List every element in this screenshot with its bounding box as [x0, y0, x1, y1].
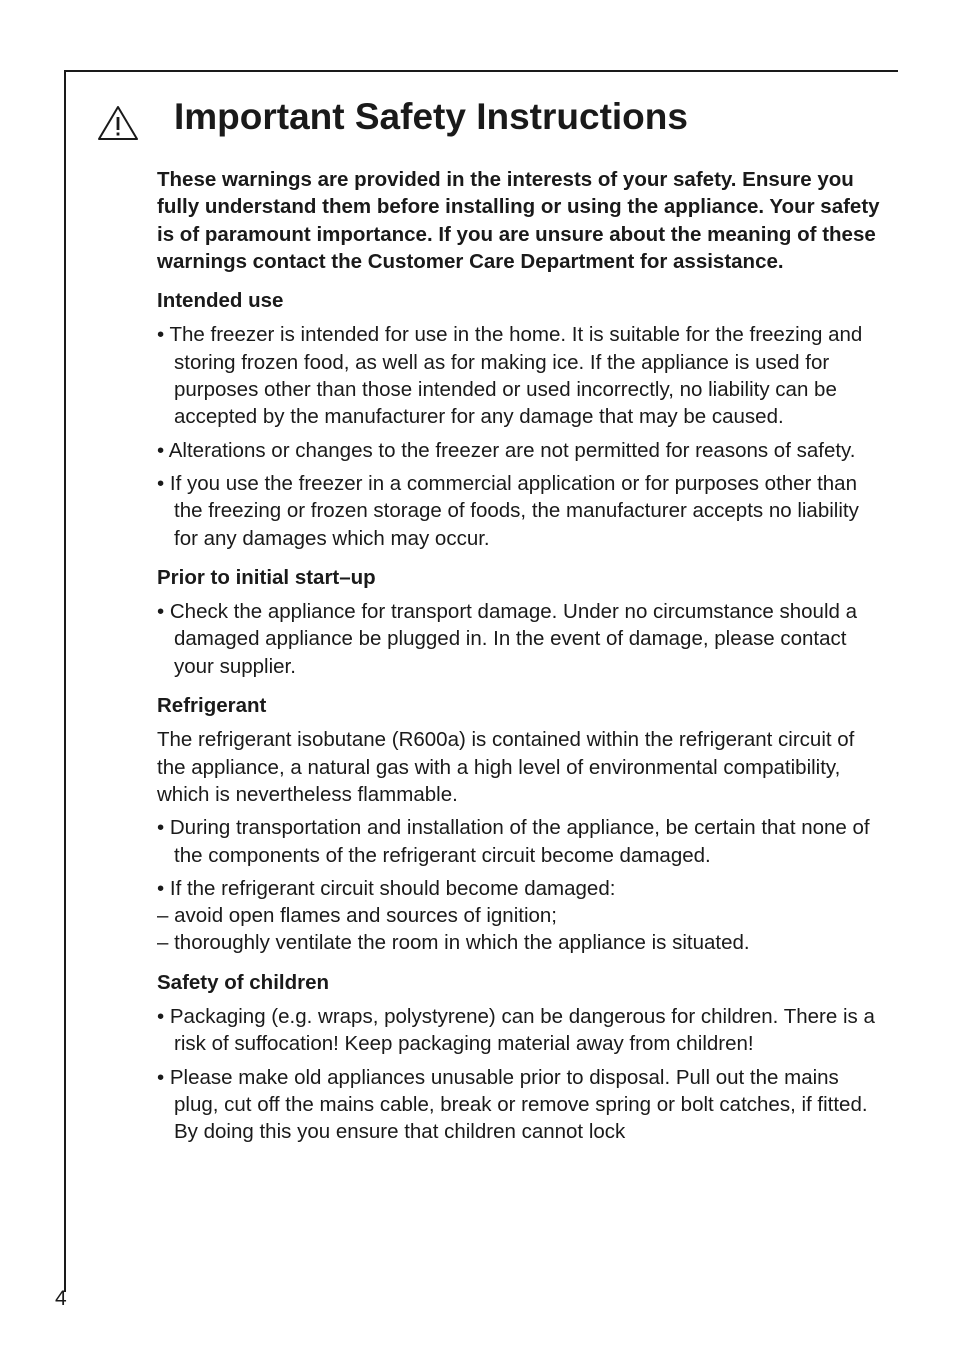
left-rule	[64, 70, 66, 1292]
page-title: Important Safety Instructions	[174, 96, 688, 137]
list-item: • During transportation and installation of the appliance, be certain that none of the components of the refrigerant circuit become damaged.	[157, 816, 870, 867]
dash-item: – avoid open flames and sources of ignition;	[157, 904, 558, 928]
list-item: • The freezer is intended for use in the home. It is suitable for the freezing and storing frozen food, as well as for making ice. If the appliance is used for purposes other than those intended or used incorrectly, no liability can be accepted by the manufacturer for any damage that may be caused.	[157, 323, 863, 429]
section-heading: Refrigerant	[157, 694, 267, 718]
section-heading: Safety of children	[157, 970, 330, 994]
refrigerant-paragraph: The refrigerant isobutane (R600a) is contained within the refrigerant circuit of the appliance, a natural gas with a high level of environmental compatibility, which is nevertheless flammable.	[157, 728, 855, 806]
list-item: • Check the appliance for transport damage. Under no circumstance should a damaged appliance be plugged in. In the event of damage, please contact your supplier.	[157, 600, 858, 678]
intro-paragraph: These warnings are provided in the interests of your safety. Ensure you fully understand them before installing or using the appliance. Your safety is of paramount importance. If you are unsure about the meaning of these warnings contact the Customer Care Department for assistance.	[157, 168, 880, 273]
list-item: • Please make old appliances unusable prior to disposal. Pull out the mains plug, cut off the mains cable, break or remove spring or bolt catches, if fitted. By doing this you ensure that children cannot lock	[157, 1065, 868, 1144]
dash-item: – thoroughly ventilate the room in which the appliance is situated.	[157, 931, 750, 955]
content	[157, 166, 887, 1158]
list-item: • If you use the freezer in a commercial application or for purposes other than the freezing or frozen storage of foods, the manufacturer accepts no liability for any damages which may occur.	[157, 471, 859, 550]
section-refrigerant	[157, 692, 887, 957]
section-intended-use	[157, 287, 887, 552]
warning-triangle-icon	[97, 105, 139, 141]
section-heading: Intended use	[157, 289, 284, 313]
section-children	[157, 969, 887, 1146]
list-item: • Packaging (e.g. wraps, polystyrene) can be dangerous for children. There is a risk of suffocation! Keep packaging material away from children!	[157, 1005, 875, 1056]
list-item: • If the refrigerant circuit should become damaged:	[157, 876, 616, 900]
top-rule	[64, 70, 898, 72]
list-item: • Alterations or changes to the freezer are not permitted for reasons of safety.	[157, 438, 856, 462]
section-heading: Prior to initial start–up	[157, 565, 376, 589]
section-prior-startup	[157, 564, 887, 680]
page-number: 4	[55, 1287, 67, 1310]
